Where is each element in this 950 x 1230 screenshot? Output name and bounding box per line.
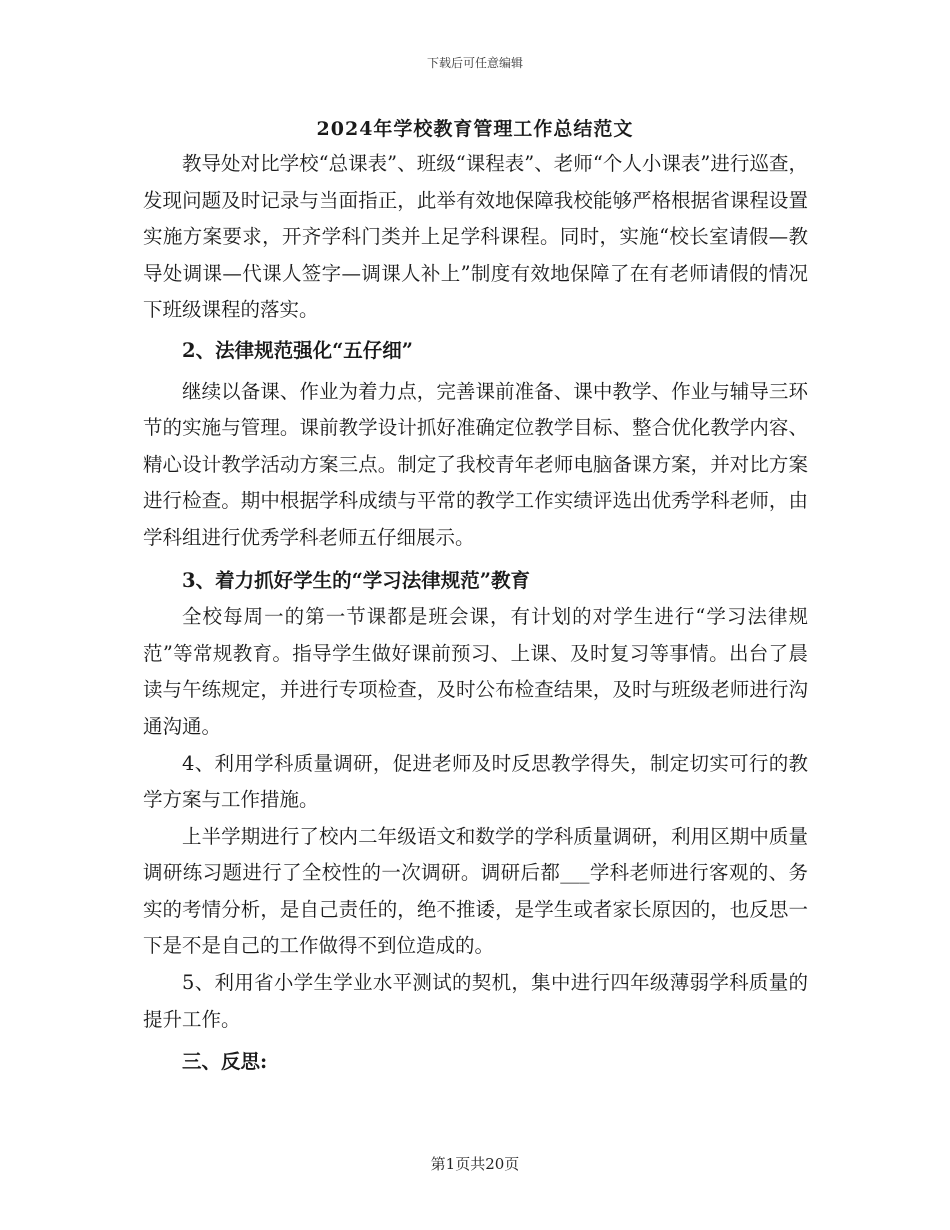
document-title: 2024年学校教育管理工作总结范文 <box>316 118 634 140</box>
header-note: 下载后可任意编辑 <box>426 56 523 70</box>
paragraph-midterm-survey: 上半学期进行了校内二年级语文和数学的学科质量调研，利用区期中质量调研练习题进行了全校性的一次调研。调研后都___学科老师进行客观的、务实的考情分析，是自己责任的，绝不推诿，是学生或者家长原因的，也反思一下是不是自己的工作做得不到位造成的。 <box>143 824 808 958</box>
section-heading-five-careful: 2、法律规范强化“五仔细” <box>182 338 414 362</box>
paragraph-schedule-inspection: 教导处对比学校“总课表”、班级“课程表”、老师“个人小课表”进行巡查，发现问题及时记录与当面指正，此举有效地保障我校能够严格根据省课程设置实施方案要求，开齐学科门类并上足学科课程。同时，实施“校长室请假—教导处调课—代课人签字—调课人补上”制度有效地保障了在有老师请假的情况下班级课程的落实。 <box>143 152 808 322</box>
paragraph-quality-survey-item: 4、利用学科质量调研，促进老师及时反思教学得失，制定切实可行的教学方案与工作措施。 <box>143 751 808 812</box>
page-footer: 第1页共20页 <box>430 1155 520 1173</box>
document-body <box>143 146 808 1081</box>
section-heading-reflection: 三、反思: <box>182 1050 268 1074</box>
paragraph-lesson-prep: 继续以备课、作业为着力点，完善课前准备、课中教学、作业与辅导三环节的实施与管理。课前教学设计抓好准确定位教学目标、整合优化教学内容、精心设计教学活动方案三点。制定了我校青年老师电脑备课方案，并对比方案进行检查。期中根据学科成绩与平常的教学工作实绩评选出优秀学科老师，由学科组进行优秀学科老师五仔细展示。 <box>143 379 808 549</box>
paragraph-class-meeting: 全校每周一的第一节课都是班会课，有计划的对学生进行“学习法律规范”等常规教育。指导学生做好课前预习、上课、及时复习等事情。出台了晨读与午练规定，并进行专项检查，及时公布检查结果，及时与班级老师进行沟通沟通。 <box>143 605 808 738</box>
section-heading-student-norms: 3、着力抓好学生的“学习法律规范”教育 <box>182 568 531 592</box>
paragraph-provincial-test: 5、利用省小学生学业水平测试的契机，集中进行四年级薄弱学科质量的提升工作。 <box>143 971 808 1031</box>
